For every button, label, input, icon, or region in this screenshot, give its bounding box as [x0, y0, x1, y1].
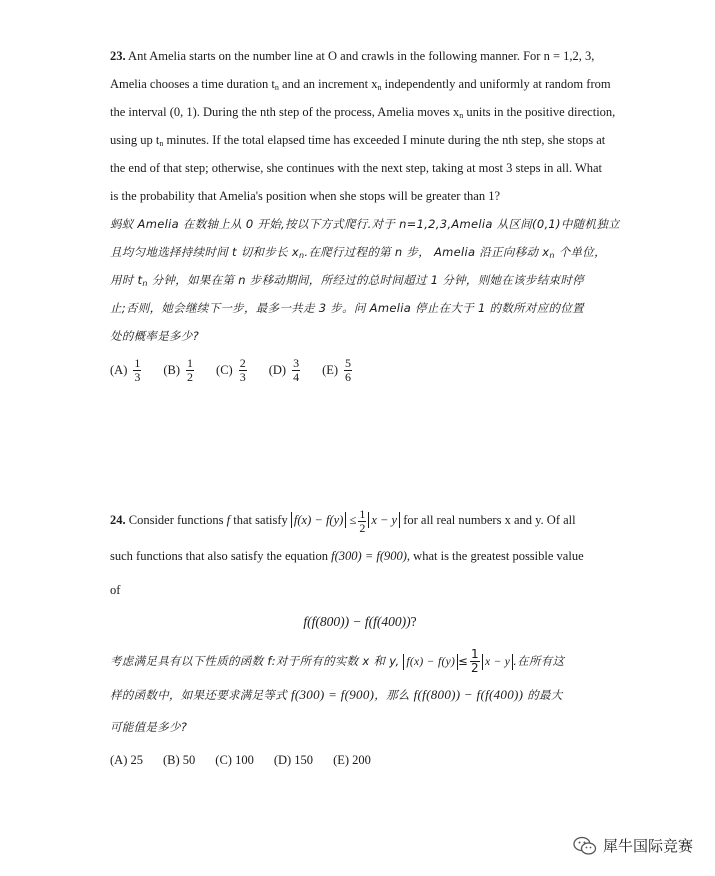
fraction-numerator: 5 — [345, 355, 352, 370]
q23-number: 23. — [110, 49, 126, 63]
q24-cn-ineq-rel: ≤ — [458, 654, 469, 668]
q24-text-2a: such functions that also satisfy the equation — [110, 549, 332, 563]
q24-english — [110, 504, 610, 636]
q24-text-1c: for all real numbers x and y. Of all — [403, 513, 576, 527]
q23-choice-d[interactable] — [269, 357, 302, 384]
q23-cn-text-1: 蚂蚁 Amelia 在数轴上从 0 开始,按以下方式爬行.对于 n=1,2,3,Amelia 从区间(0,1)中随机独立 — [110, 217, 620, 231]
choice-label: (D) — [268, 362, 287, 377]
q24-cn-equation: f(300) = f(900) — [290, 687, 375, 702]
q24-cn-ineq-right: x − y — [482, 654, 513, 670]
q24-center-expression — [110, 608, 610, 636]
q23-choice-e[interactable] — [322, 357, 354, 384]
q24-cn-ineq-left: f(x) − f(y) — [403, 654, 458, 670]
choice-label: (E) — [322, 362, 339, 377]
q23-cn-line-3 — [110, 266, 610, 294]
q24-ineq-fraction — [358, 508, 366, 535]
q23-chinese — [110, 210, 620, 350]
fraction-numerator: 1 — [359, 506, 366, 521]
choice-fraction — [292, 357, 300, 384]
q23-text-5: the end of that step; otherwise, she continues with the next step, taking at most 3 steps in all. What — [110, 161, 603, 175]
q24-choice-e[interactable]: (E) 200 — [333, 752, 371, 767]
q24-line-2 — [110, 542, 610, 570]
q24-equation: f(300) = f(900) — [331, 549, 407, 563]
q24-choices — [110, 740, 391, 780]
q23-choice-c[interactable] — [216, 357, 249, 384]
fraction-numerator: 1 — [187, 355, 194, 370]
q23-sub: n — [274, 83, 279, 92]
q24-ineq-right: x − y — [368, 512, 400, 528]
q24-cn-text-1a: 考虑满足具有以下性质的函数 f:对于所有的实数 x 和 y, — [110, 654, 404, 668]
q23-cn-line-1 — [110, 210, 620, 238]
q23-text-2a: Amelia chooses a time duration t — [110, 77, 275, 91]
q23-cn-text-5: 处的概率是多少? — [110, 329, 200, 343]
q23-line-4 — [110, 126, 610, 154]
q23-sub: n — [459, 111, 464, 120]
q23-sub: n — [549, 251, 555, 260]
q24-cn-expression: f(f(800)) − f(f(400)) — [413, 687, 524, 702]
choice-fraction — [344, 357, 352, 384]
q24-choice-d[interactable]: (D) 150 — [273, 752, 314, 767]
choice-label: (A) — [110, 362, 128, 377]
q23-cn-text-2a: 且均匀地选择持续时间 t 切和步长 x — [110, 245, 299, 259]
q23-text-2c: independently and uniformly at random from — [381, 77, 611, 91]
fraction-numerator: 1 — [471, 647, 479, 661]
q23-line-3 — [110, 98, 616, 126]
q23-line-2 — [110, 70, 610, 98]
q24-choice-c[interactable]: (C) 100 — [215, 752, 254, 767]
q23-text-6: is the probability that Amelia's position when she stops will be greater than 1? — [110, 189, 501, 203]
q24-text-2b: , what is the greatest possible value — [406, 549, 584, 563]
q23-cn-line-4 — [110, 294, 610, 322]
q24-expression: f(f(800)) − f(f(400)) — [303, 614, 411, 629]
fraction-numerator: 2 — [239, 355, 246, 370]
q23-line-5 — [110, 154, 610, 182]
fraction-denominator: 2 — [359, 520, 366, 535]
q23-text-2b: and an increment x — [278, 77, 378, 91]
q24-question-mark: ? — [410, 614, 417, 629]
choice-fraction — [133, 357, 141, 384]
q23-cn-text-2b: .在爬行过程的第 n 步， Amelia 沿正向移动 x — [304, 245, 550, 259]
choice-label: (B) — [163, 362, 181, 377]
choice-fraction — [186, 357, 194, 384]
q24-cn-text-3: 可能值是多少? — [110, 720, 188, 734]
q24-cn-text-1b: .在所有这 — [513, 654, 565, 668]
q23-cn-text-4: 止;否则，她会继续下一步，最多一共走 3 步。问 Amelia 停止在大于 1 的数所对应的位置 — [110, 301, 584, 315]
q24-cn-line-1 — [110, 645, 610, 677]
q23-sub: n — [159, 139, 164, 148]
q23-text-1: Ant Amelia starts on the number line at O and crawls in the following manner. For n = 1,2, 3, — [125, 49, 595, 63]
q24-text-3: of — [110, 583, 121, 597]
q24-text-1a: Consider functions — [125, 513, 227, 527]
fraction-denominator: 6 — [345, 369, 352, 384]
q23-sub: n — [377, 83, 382, 92]
q23-choice-a[interactable] — [110, 357, 143, 384]
q24-cn-line-3 — [110, 713, 610, 741]
q24-text-f: f — [226, 513, 231, 527]
q24-cn-text-2a: 样的函数中，如果还要求满足等式 — [110, 688, 291, 702]
q23-sub: n — [142, 279, 148, 288]
q24-ineq-rel: ≤ — [349, 513, 357, 527]
q23-cn-text-2c: 个单位， — [554, 245, 606, 259]
q23-text-3a: the interval (0, 1). During the nth step of the process, Amelia moves x — [110, 105, 460, 119]
wechat-icon — [573, 836, 597, 856]
choice-fraction — [239, 357, 247, 384]
watermark-text: 犀牛国际竞赛 — [602, 837, 693, 855]
q24-number: 24. — [110, 513, 126, 527]
q23-text-4b: minutes. If the total elapsed time has exceeded I minute during the nth step, she stops at — [163, 133, 606, 147]
fraction-denominator: 2 — [187, 369, 194, 384]
q24-cn-text-2b: ，那么 — [374, 688, 414, 702]
fraction-denominator: 2 — [471, 661, 479, 675]
q24-ineq-left: f(x) − f(y) — [291, 512, 346, 528]
q24-text-1b: that satisfy — [230, 513, 291, 527]
q24-chinese — [110, 645, 610, 741]
q24-cn-ineq-fraction — [470, 648, 480, 675]
q23-sub: n — [298, 251, 305, 260]
q23-english — [110, 42, 616, 210]
q24-choice-a[interactable]: (A) 25 — [110, 752, 143, 767]
fraction-numerator: 1 — [134, 355, 141, 370]
q23-cn-line-5 — [110, 322, 610, 350]
q24-cn-line-2 — [110, 681, 610, 709]
q23-text-3b: units in the positive direction, — [463, 105, 616, 119]
q24-line-1 — [110, 504, 610, 536]
q24-choice-b[interactable]: (B) 50 — [162, 752, 196, 767]
watermark — [573, 835, 693, 856]
q23-cn-line-2 — [110, 238, 610, 266]
fraction-denominator: 3 — [134, 369, 141, 384]
q24-cn-text-2c: 的最大 — [523, 688, 563, 702]
q23-line-6 — [110, 182, 610, 210]
q23-line-1 — [110, 42, 610, 70]
q23-choice-b[interactable] — [163, 357, 196, 384]
q23-text-4a: using up t — [110, 133, 160, 147]
fraction-numerator: 3 — [293, 355, 300, 370]
q23-choices — [110, 350, 374, 390]
fraction-denominator: 3 — [239, 369, 246, 384]
q24-line-3 — [110, 576, 610, 604]
choice-label: (C) — [216, 362, 233, 377]
q23-cn-text-3b: 分钟，如果在第 n 步移动期间，所经过的总时间超过 1 分钟，则她在该步结束时停 — [147, 273, 584, 287]
fraction-denominator: 4 — [293, 369, 300, 384]
q23-cn-text-3a: 用时 t — [110, 273, 143, 287]
